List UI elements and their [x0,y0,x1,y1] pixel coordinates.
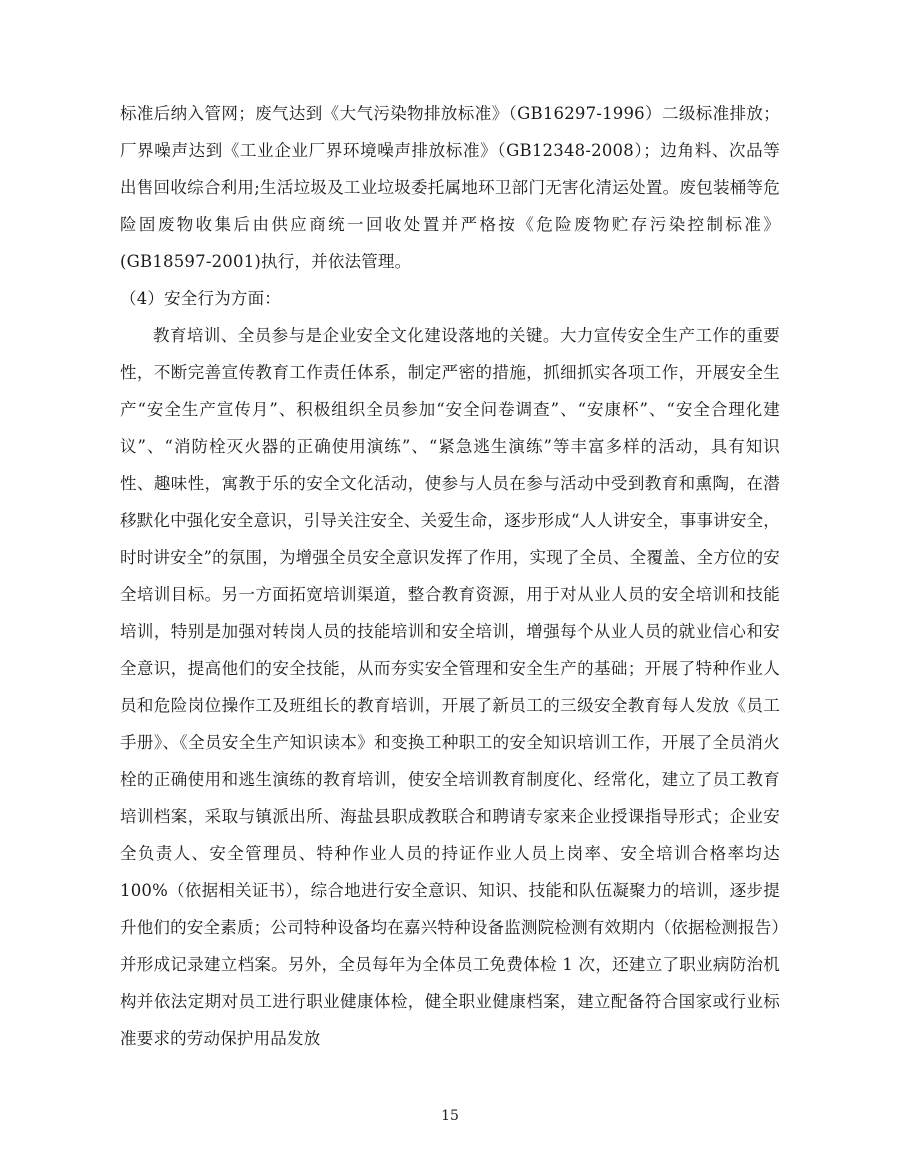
page-content [120,95,780,1057]
paragraph-3: 教育培训、全员参与是企业安全文化建设落地的关键。大力宣传安全生产工作的重要性，不断完善宣传教育工作责任体系，制定严密的措施，抓细抓实各项工作，开展安全生产“安全生产宣传月”、积极组织全员参加“安全问卷调查”、“安康杯”、“安全合理化建议”、“消防栓灭火器的正确使用演练”、“紧急逃生演练”等丰富多样的活动，具有知识性、趣味性，寓教于乐的安全文化活动，使参与人员在参与活动中受到教育和熏陶，在潜移默化中强化安全意识，引导关注安全、关爱生命，逐步形成“人人讲安全，事事讲安全，时时讲安全”的氛围，为增强全员安全意识发挥了作用，实现了全员、全覆盖、全方位的安全培训目标。另一方面拓宽培训渠道，整合教育资源，用于对从业人员的安全培训和技能培训，特别是加强对转岗人员的技能培训和安全培训，增强每个从业人员的就业信心和安全意识，提高他们的安全技能，从而夯实安全管理和安全生产的基础；开展了特种作业人员和危险岗位操作工及班组长的教育培训，开展了新员工的三级安全教育每人发放《员工手册》、《全员安全生产知识读本》和变换工种职工的安全知识培训工作，开展了全员消火栓的正确使用和逃生演练的教育培训，使安全培训教育制度化、经常化，建立了员工教育培训档案，采取与镇派出所、海盐县职成教联合和聘请专家来企业授课指导形式；企业安全负责人、安全管理员、特种作业人员的持证作业人员上岗率、安全培训合格率均达 100%（依据相关证书），综合地进行安全意识、知识、技能和队伍凝聚力的培训，逐步提升他们的安全素质；公司特种设备均在嘉兴特种设备监测院检测有效期内（依据检测报告）并形成记录建立档案。另外，全员每年为全体员工免费体检 1 次，还建立了职业病防治机构并依法定期对员工进行职业健康体检，健全职业健康档案，建立配备符合国家或行业标准要求的劳动保护用品发放 [120,326,780,1048]
page-number: 15 [441,1108,459,1124]
paragraph-2-heading: （4）安全行为方面： [120,289,281,308]
paragraph-1: 标准后纳入管网；废气达到《大气污染物排放标准》（GB16297-1996）二级标准排放；厂界噪声达到《工业企业厂界环境噪声排放标准》（GB12348-2008）；边角料、次品等出售回收综合利用;生活垃圾及工业垃圾委托属地环卫部门无害化清运处置。废包装桶等危险固废物收集后由供应商统一回收处置并严格按《危险废物贮存污染控制标准》(GB18597-2001)执行，并依法管理。 [120,104,780,271]
